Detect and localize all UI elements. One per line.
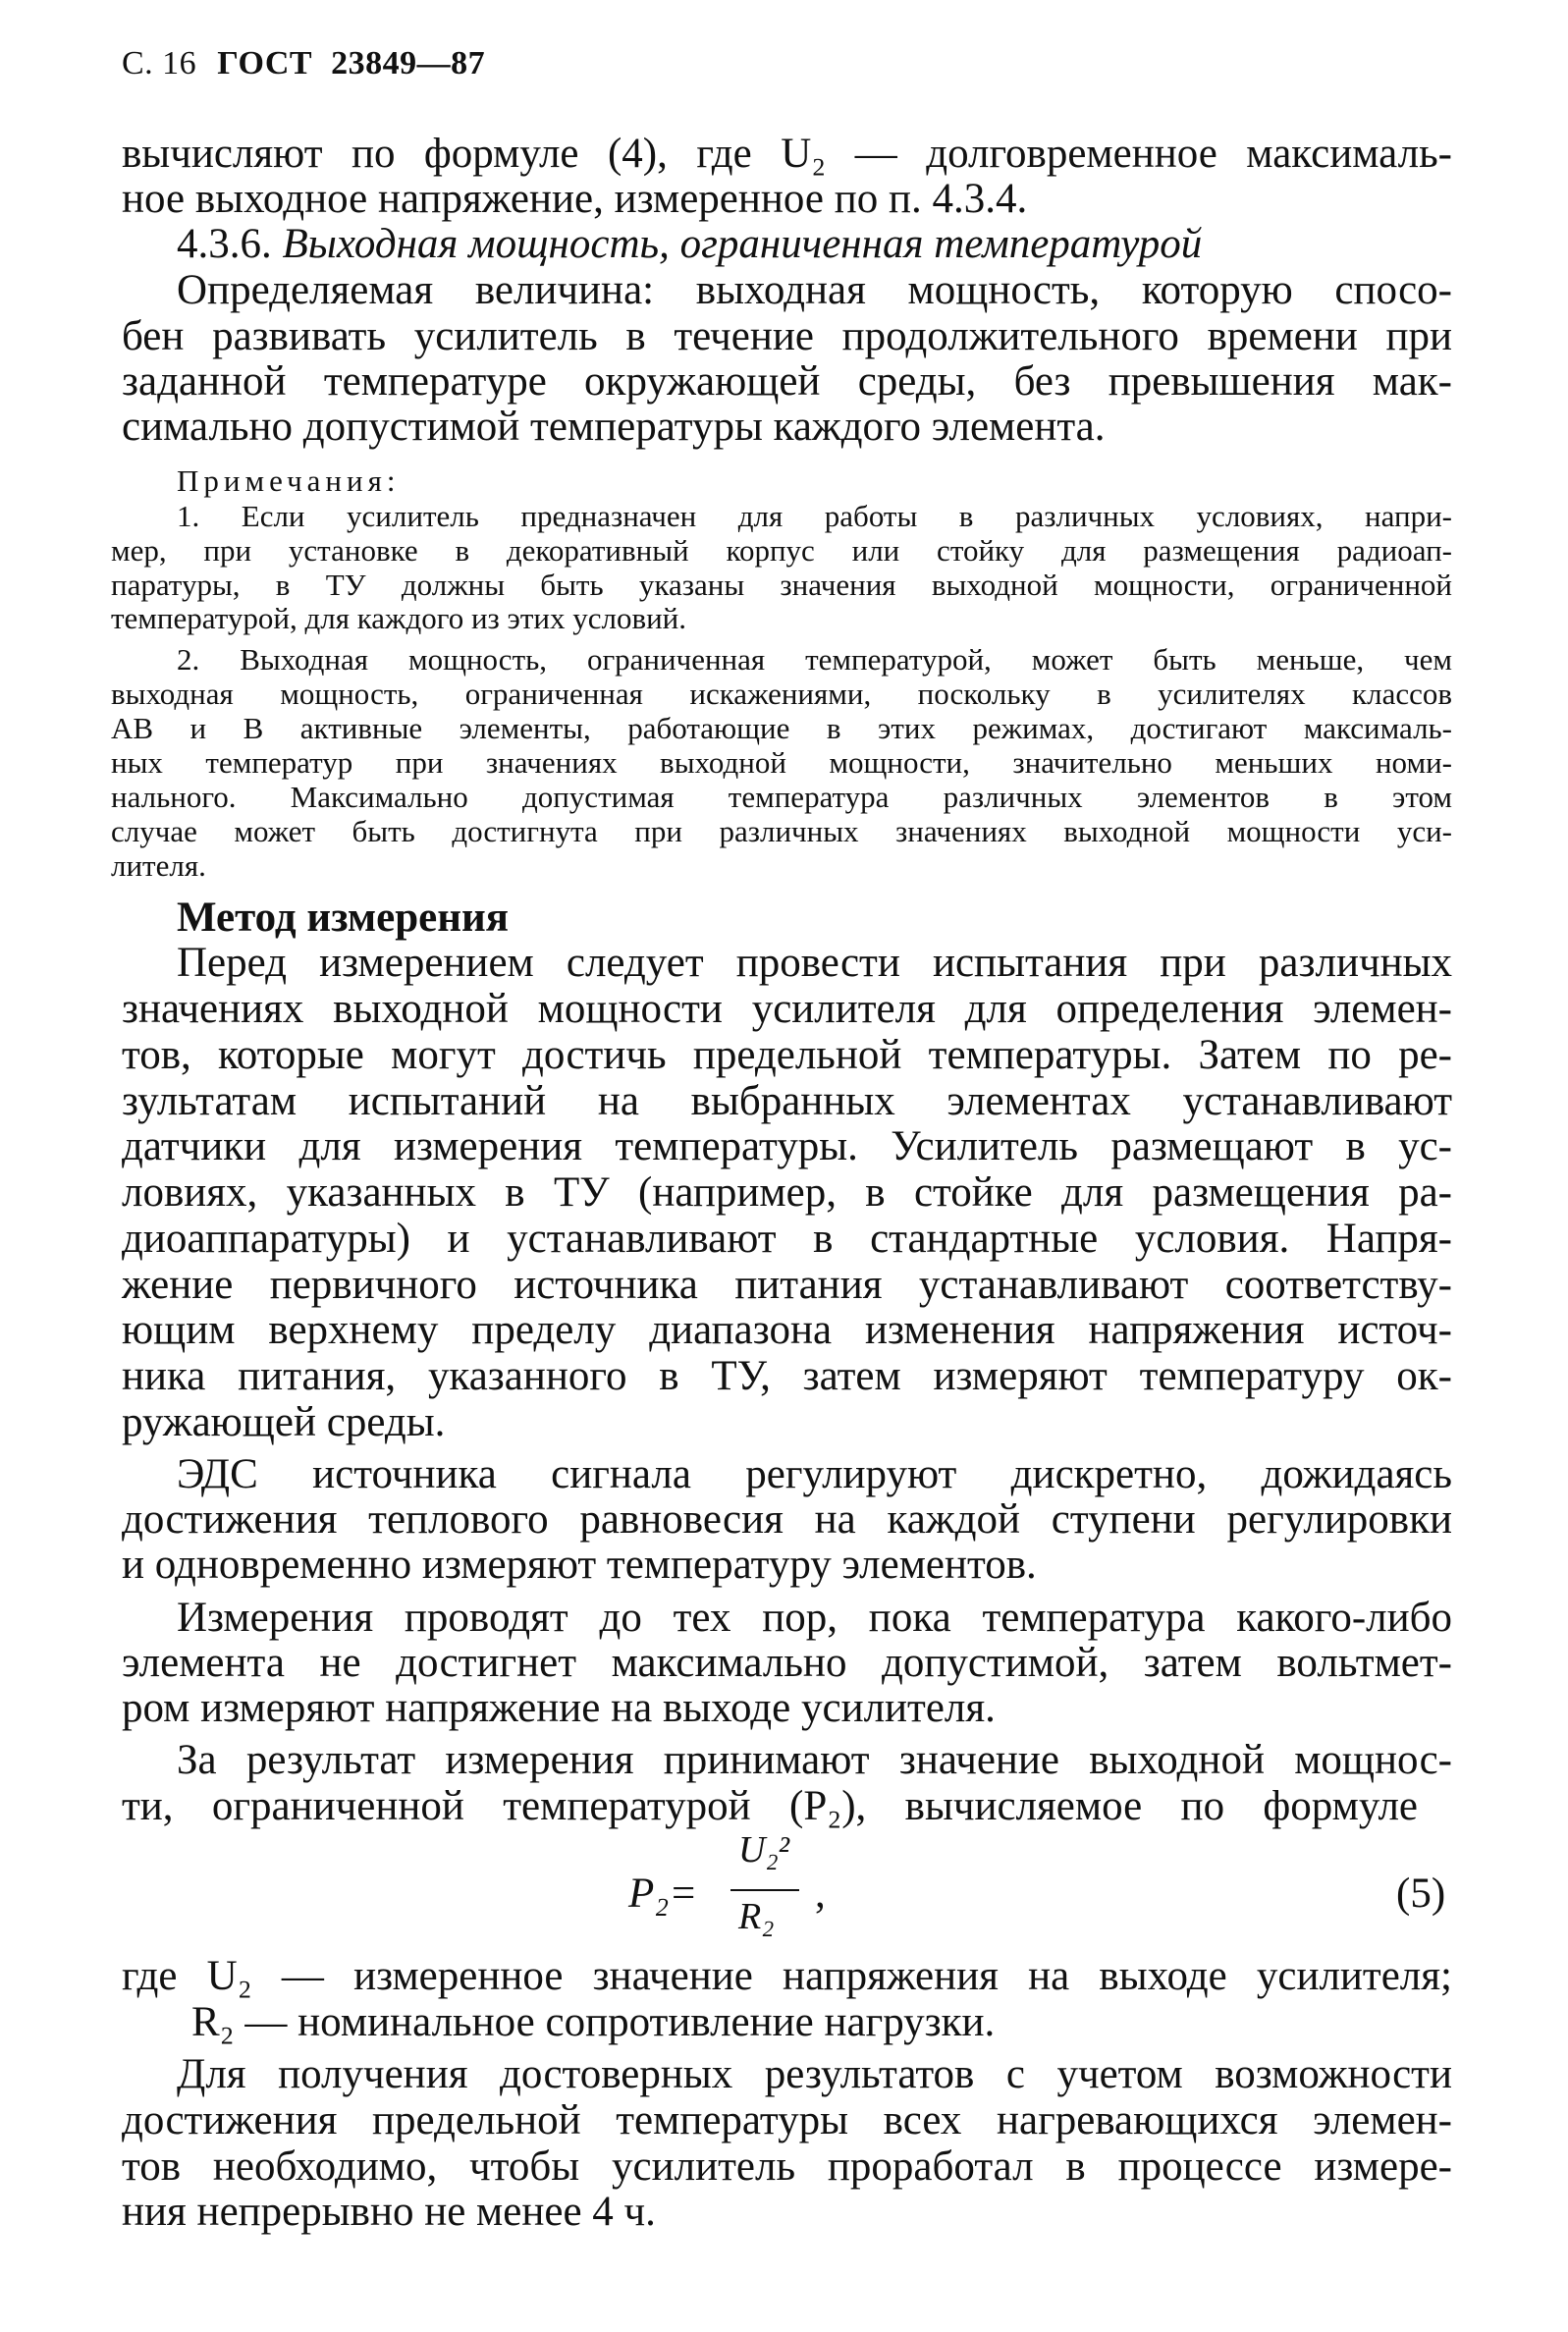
method-heading: Метод измерения [177,895,510,941]
formula-5 [628,1828,1512,1956]
final-line: Для получения достоверных результатов с учетом возможности [177,2051,1452,2097]
method-line: ром измеряют напряжение на выходе усилителя. [122,1685,996,1731]
method-line: жение первичного источника питания устанавливают соответству- [122,1262,1452,1308]
note-line: случае может быть достигнута при различных значениях выходной мощности уси- [111,814,1452,848]
note-line: температурой, для каждого из этих условий. [111,601,687,635]
note-line: мер, при установке в декоративный корпус или стойку для размещения радиоап- [111,533,1452,568]
definition-line: Определяемая величина: выходная мощность, которую спосо- [177,267,1452,313]
definition-line: симально допустимой температуры каждого элемента. [122,404,1106,450]
note-line: лителя. [111,848,206,883]
where-line: где U₂ — измеренное значение напряжения на выходе усилителя; [122,1953,1452,1999]
note-line: АВ и В активные элементы, работающие в этих режимах, достигают максималь- [111,711,1452,745]
where-line: R₂ — номинальное сопротивление нагрузки. [191,1999,996,2045]
method-line: Перед измерением следует провести испытания при различных [177,940,1452,986]
note-line: 2. Выходная мощность, ограниченная температурой, может быть меньше, чем [177,642,1452,677]
method-line: датчики для измерения температуры. Усилитель размещают в ус- [122,1123,1452,1169]
fraction-bar [730,1889,799,1891]
method-line: За результат измерения принимают значение выходной мощнос- [177,1737,1452,1783]
method-line: тов, которые могут достичь предельной температуры. Затем по ре- [122,1032,1452,1078]
method-line: ющим верхнему пределу диапазона изменения напряжения источ- [122,1307,1452,1353]
final-line: тов необходимо, чтобы усилитель проработал в процессе измере- [122,2143,1452,2190]
note-line: 1. Если усилитель предназначен для работы в различных условиях, напри- [177,499,1452,533]
method-line: ти, ограниченной температурой (P₂), вычисляемое по формуле [122,1783,1418,1829]
intro-line: ное выходное напряжение, измеренное по п. 4.3.4. [122,176,1028,222]
method-line: ника питания, указанного в ТУ, затем измеряют температуру ок- [122,1353,1452,1399]
formula-denominator: R₂ [738,1896,775,1937]
method-line: элемента не достигнет максимально допустимой, затем вольтмет- [122,1640,1452,1686]
note-line: выходная мощность, ограниченная искажениями, поскольку в усилителях классов [111,677,1452,711]
intro-line: вычисляют по формуле (4), где U₂ — долговременное максималь- [122,131,1452,177]
note-line: паратуры, в ТУ должны быть указаны значения выходной мощности, ограниченной [111,568,1452,602]
method-line: ружающей среды. [122,1399,446,1445]
method-line: значениях выходной мощности усилителя для определения элемен- [122,986,1452,1032]
gost-number: 23849—87 [331,45,486,81]
method-line: ловиях, указанных в ТУ (например, в стойке для размещения ра- [122,1169,1452,1216]
final-line: ния непрерывно не менее 4 ч. [122,2189,656,2235]
method-line: зультатам испытаний на выбранных элементах устанавливают [122,1078,1452,1124]
gost-label: ГОСТ [217,45,313,81]
formula-numerator: U₂² [738,1829,790,1871]
notes-heading: Примечания: [177,463,401,498]
formula-lhs: P₂= [628,1871,698,1917]
method-line: диоаппаратуры) и устанавливают в стандартные условия. Напря- [122,1216,1452,1262]
note-line: нального. Максимально допустимая температура различных элементов в этом [111,780,1452,814]
method-line: и одновременно измеряют температуру элементов. [122,1542,1037,1588]
method-line: достижения теплового равновесия на каждой ступени регулировки [122,1496,1452,1543]
definition-line: бен развивать усилитель в течение продолжительного времени при [122,313,1452,359]
note-line: ных температур при значениях выходной мощности, значительно меньших номи- [111,745,1452,780]
page-header [122,45,485,82]
section-heading [177,220,1202,268]
section-title: Выходная мощность, ограниченная температурой [282,221,1203,267]
method-line: Измерения проводят до тех пор, пока температура какого-либо [177,1595,1452,1641]
final-line: достижения предельной температуры всех нагревающихся элемен- [122,2097,1452,2143]
method-line: ЭДС источника сигнала регулируют дискретно, дожидаясь [177,1451,1452,1497]
page-number: С. 16 [122,45,197,81]
formula-comma: , [815,1871,826,1917]
definition-line: заданной температуре окружающей среды, без превышения мак- [122,358,1452,405]
formula-number: (5) [1396,1871,1446,1917]
section-number: 4.3.6. [177,221,272,267]
